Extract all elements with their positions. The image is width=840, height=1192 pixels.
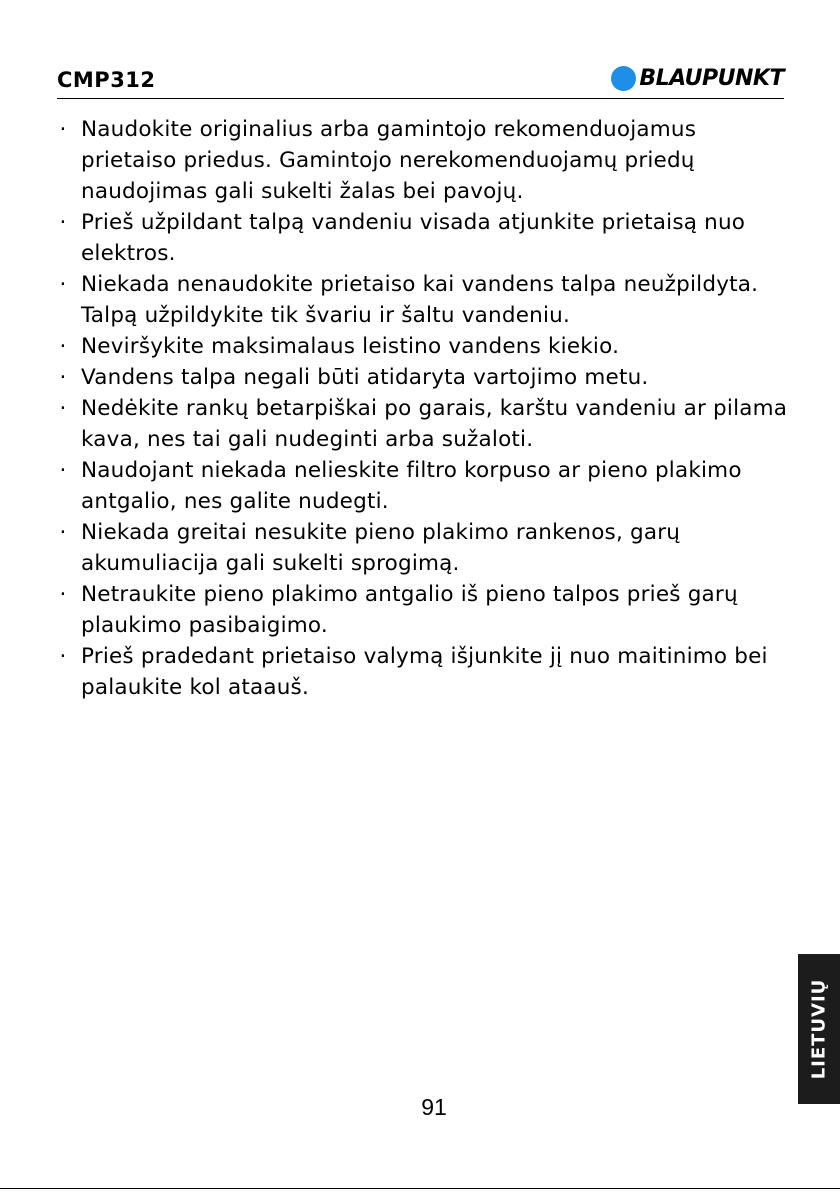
list-item-text: Niekada greitai nesukite pieno plakimo rankenos, garų akumuliacija gali sukelti sprogimą. bbox=[81, 520, 681, 576]
list-item-text: Niekada nenaudokite prietaiso kai vandens talpa neužpildyta. Talpą užpildykite tik švariu ir šaltu vandeniu. bbox=[81, 272, 759, 328]
safety-instructions-list bbox=[57, 114, 792, 703]
page-header bbox=[57, 64, 784, 99]
bullet-icon: · bbox=[59, 644, 67, 669]
list-item-text: Netraukite pieno plakimo antgalio iš pieno talpos prieš garų plaukimo pasibaigimo. bbox=[81, 582, 738, 638]
list-item-text: Naudojant niekada nelieskite filtro korpuso ar pieno plakimo antgalio, nes galite nudegti. bbox=[81, 458, 742, 514]
bullet-icon: · bbox=[59, 334, 67, 359]
brand-name: BLAUPUNKT bbox=[639, 66, 784, 91]
page-number: 91 bbox=[421, 1094, 447, 1120]
bullet-icon: · bbox=[59, 582, 67, 607]
list-item-text: Naudokite originalius arba gamintojo rekomenduojamus prietaiso priedus. Gamintojo nerekomenduojamų priedų naudojimas gali sukelti žalas bei pavojų. bbox=[81, 117, 697, 204]
list-item bbox=[57, 269, 792, 331]
list-item-text: Prieš užpildant talpą vandeniu visada atjunkite prietaisą nuo elektros. bbox=[81, 210, 746, 266]
bullet-icon: · bbox=[59, 365, 67, 390]
list-item bbox=[57, 362, 792, 393]
bullet-icon: · bbox=[59, 458, 67, 483]
list-item-text: Prieš pradedant prietaiso valymą išjunkite jį nuo maitinimo bei palaukite kol ataauš. bbox=[81, 644, 768, 700]
list-item-text: Vandens talpa negali būti atidaryta vartojimo metu. bbox=[81, 365, 649, 390]
list-item bbox=[57, 641, 792, 703]
list-item-text: Neviršykite maksimalaus leistino vandens kiekio. bbox=[81, 334, 620, 359]
list-item bbox=[57, 517, 792, 579]
bullet-icon: · bbox=[59, 117, 67, 142]
list-item bbox=[57, 114, 792, 207]
bullet-icon: · bbox=[59, 210, 67, 235]
bullet-icon: · bbox=[59, 520, 67, 545]
bullet-icon: · bbox=[59, 272, 67, 297]
brand-dot-icon bbox=[611, 66, 636, 91]
brand-logo bbox=[611, 66, 784, 91]
list-item bbox=[57, 579, 792, 641]
list-item-text: Nedėkite rankų betarpiškai po garais, karštu vandeniu ar pilama kava, nes tai gali nudeginti arba sužaloti. bbox=[81, 396, 788, 452]
list-item bbox=[57, 331, 792, 362]
list-item bbox=[57, 393, 792, 455]
model-name: CMP312 bbox=[57, 68, 156, 92]
language-tab-label: LIETUVIŲ bbox=[808, 978, 830, 1080]
language-tab bbox=[798, 954, 840, 1104]
bullet-icon: · bbox=[59, 396, 67, 421]
list-item bbox=[57, 455, 792, 517]
list-item bbox=[57, 207, 792, 269]
bottom-divider bbox=[0, 1188, 840, 1189]
